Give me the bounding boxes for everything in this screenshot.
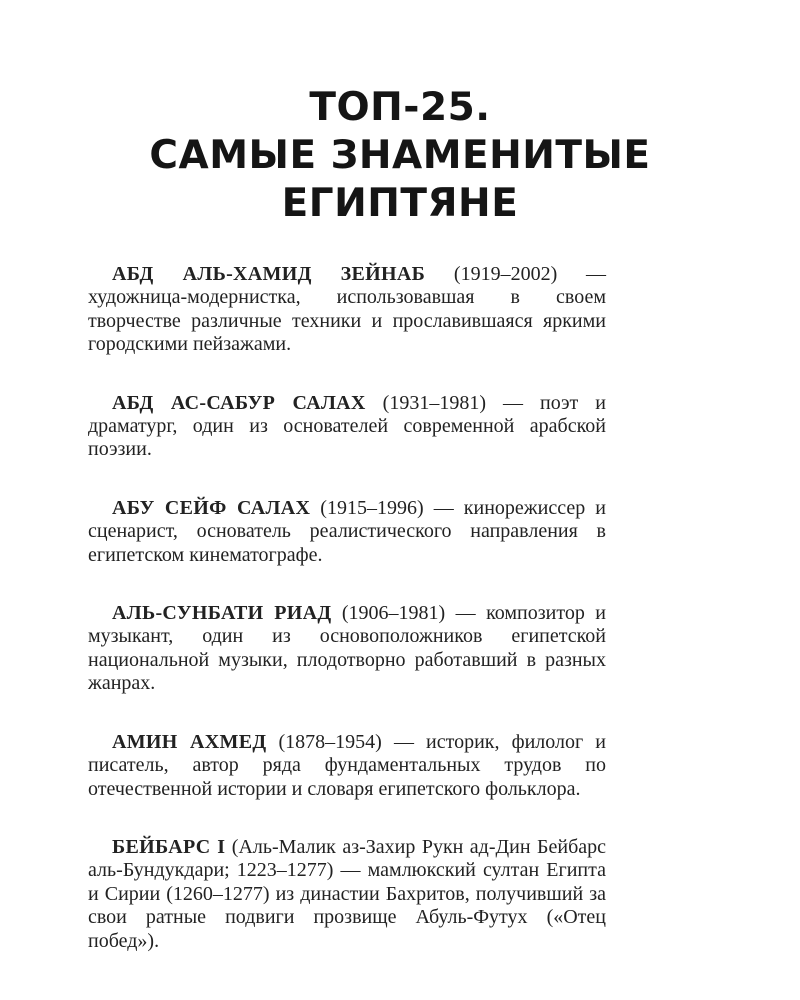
entries-list (88, 263, 606, 988)
entry (88, 836, 606, 953)
chapter-title-line-3: ЕГИПТЯНЕ (281, 181, 519, 226)
entry-text: (1878–1954) — историк, филолог и писатель, автор ряда фундаментальных трудов по отечественной истории и словаря египетского фольклора. (88, 730, 607, 800)
entry-name: АБУ СЕЙФ САЛАХ (112, 496, 311, 519)
entry-text: (1915–1996) — кинорежиссер и сценарист, основатель реалистического направления в египетском кинематографе. (88, 496, 606, 566)
entry (88, 497, 606, 567)
entry (88, 602, 606, 696)
entry-name: АЛЬ-СУНБАТИ РИАД (112, 602, 332, 625)
entry (88, 731, 606, 801)
entry-text: (1906–1981) — композитор и музыкант, один из основоположников египетской национальной музыки, плодотворно работавший в разных жанрах. (88, 602, 606, 695)
entry-text: (1931–1981) — поэт и драматург, один из основателей современной арабской поэзии. (88, 391, 606, 461)
chapter-title-line-1: ТОП-25. (309, 85, 491, 130)
entry (88, 392, 606, 462)
entry-name: АБД АС-САБУР САЛАХ (112, 391, 366, 414)
entry-name: БЕЙБАРС I (112, 835, 226, 858)
entry-text: (1919–2002) — художница-модернистка, использовавшая в своем творчестве различные техники и прославившаяся яркими городскими пейзажами. (88, 263, 606, 356)
entry-text: (Аль-Малик аз-Захир Рукн ад-Дин Бейбарс аль-Бундукдари; 1223–1277) — мамлюкский султан Египта и Сирии (1260–1277) из династии Бахритов, получивший за свои ратные подвиги прозвище Абуль-Футух («Отец побед»). (88, 835, 606, 952)
chapter-title (0, 84, 800, 228)
entry-name: АМИН АХМЕД (112, 730, 267, 753)
entry-name: АБД АЛЬ-ХАМИД ЗЕЙНАБ (112, 263, 426, 285)
chapter-title-line-2: САМЫЕ ЗНАМЕНИТЫЕ (149, 133, 651, 178)
entry (88, 263, 606, 357)
